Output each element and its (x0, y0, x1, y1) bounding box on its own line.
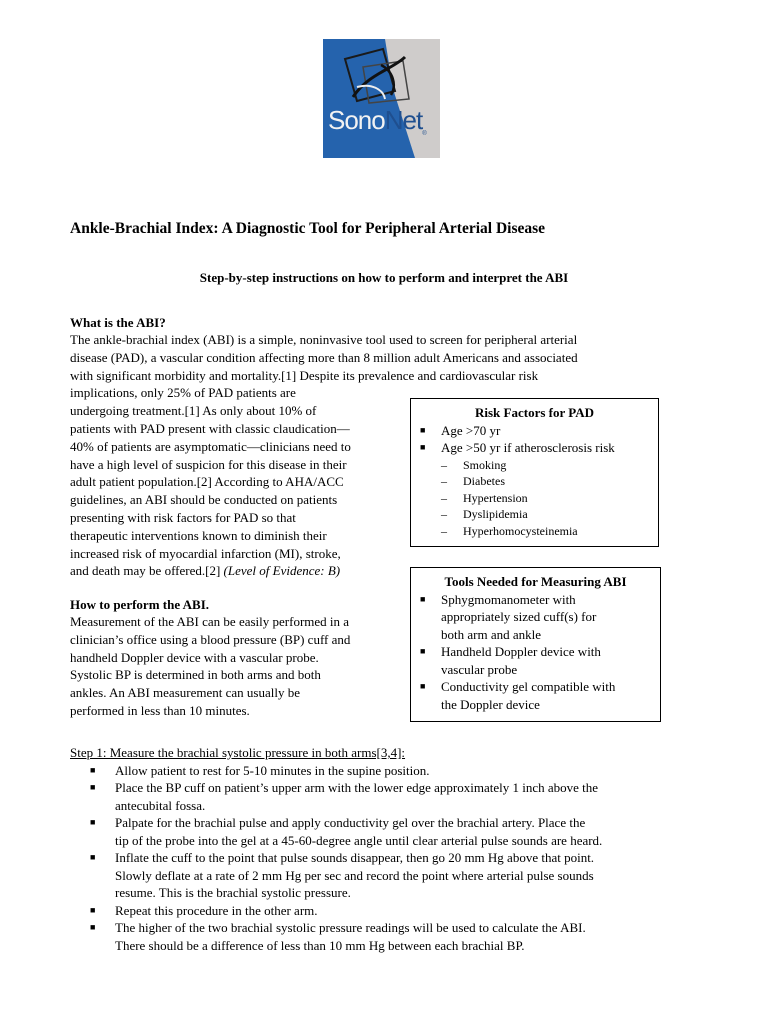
para-line: adult patient population.[2] According to AHA/ACC (70, 474, 344, 490)
tool-line: appropriately sized cuff(s) for (441, 609, 597, 624)
step-line: tip of the probe into the gel at a 45-60-degree angle until clear arterial pulse sounds are heard. (115, 832, 603, 848)
para-line: implications, only 25% of PAD patients are (70, 385, 296, 401)
tool-line: Sphygmomanometer with (441, 591, 576, 607)
bullet-icon: ■ (420, 442, 426, 452)
risk-subitem-text: Dyslipidemia (463, 507, 528, 521)
step-line: Allow patient to rest for 5-10 minutes in the supine position. (115, 762, 430, 778)
bullet-icon: ■ (90, 904, 96, 915)
risk-factors-title: Risk Factors for PAD (474, 405, 595, 420)
dash-icon: – (441, 523, 447, 538)
bullet-icon: ■ (420, 593, 426, 604)
bullet-icon: ■ (90, 922, 96, 932)
para-line: performed in less than 10 minutes. (70, 702, 250, 718)
list-item (411, 591, 660, 644)
tool-line: Conductivity gel compatible with (441, 679, 616, 694)
step-line: Slowly deflate at a rate of 2 mm Hg per sec and record the point where arterial pulse sounds (115, 867, 594, 883)
para-line: increased risk of myocardial infarction (MI), stroke, (70, 545, 341, 561)
step-1-section (70, 744, 710, 954)
para-line: Systolic BP is determined in both arms and both (70, 667, 321, 683)
dash-icon: – (441, 457, 447, 472)
bullet-icon: ■ (90, 782, 96, 792)
dash-icon: – (441, 490, 447, 505)
para-line: with significant morbidity and mortality.[1] Despite its prevalence and cardiovascular risk (70, 367, 539, 383)
list-item (411, 439, 658, 457)
bullet-icon: ■ (420, 646, 426, 656)
step-line: antecubital fossa. (115, 797, 206, 813)
how-to-heading: How to perform the ABI. (70, 597, 210, 612)
step-1-heading: Step 1: Measure the brachial systolic pressure in both arms[3,4]: (70, 745, 406, 760)
list-item (70, 814, 710, 849)
tool-line: Handheld Doppler device with (441, 644, 601, 659)
dash-icon: – (441, 474, 447, 488)
tools-needed-box (410, 567, 661, 722)
para-line: have a high level of suspicion for this disease in their (70, 456, 347, 472)
list-item (70, 849, 710, 902)
risk-subitem (411, 506, 658, 523)
logo-text-net: Net (384, 105, 423, 135)
risk-subitem (411, 473, 658, 490)
para-line: disease (PAD), a vascular condition affecting more than 8 million adult Americans and associated (70, 349, 578, 365)
logo-text-sono: Sono (328, 105, 385, 135)
dash-icon: – (441, 507, 447, 521)
step-line: There should be a difference of less than 10 mm Hg between each brachial BP. (115, 937, 525, 953)
para-line: 40% of patients are asymptomatic—clinicians need to (70, 438, 351, 454)
logo-graphic-icon (323, 39, 440, 158)
para-line: presenting with risk factors for PAD so that (70, 509, 296, 525)
risk-subitem-text: Diabetes (463, 474, 505, 488)
para-line: ankles. An ABI measurement can usually be (70, 685, 300, 701)
step-line: The higher of the two brachial systolic pressure readings will be used to calculate the ABI. (115, 920, 586, 935)
para-line: clinician’s office using a blood pressure (BP) cuff and (70, 631, 351, 647)
step-line: Inflate the cuff to the point that pulse sounds disappear, then go 20 mm Hg above that point. (115, 850, 595, 865)
para-line: therapeutic interventions known to diminish their (70, 527, 327, 543)
list-item (411, 643, 660, 678)
bullet-icon: ■ (420, 681, 426, 691)
list-item (70, 919, 710, 954)
list-item (70, 779, 710, 814)
tools-needed-title: Tools Needed for Measuring ABI (444, 574, 627, 589)
risk-subitem-text: Hyperhomocysteinemia (463, 523, 578, 538)
sononet-logo (323, 39, 440, 158)
para-line: guidelines, an ABI should be conducted on patients (70, 492, 338, 508)
para-line: The ankle-brachial index (ABI) is a simple, noninvasive tool used to screen for peripheral arterial (70, 332, 578, 347)
risk-subitem-text: Smoking (463, 457, 507, 472)
bullet-icon: ■ (90, 764, 96, 775)
list-item (411, 422, 658, 440)
risk-subitem (411, 457, 658, 474)
para-line: patients with PAD present with classic claudication— (70, 420, 350, 436)
step-line: resume. This is the brachial systolic pressure. (115, 885, 351, 900)
document-subtitle: Step-by-step instructions on how to perform and interpret the ABI (199, 270, 569, 285)
bullet-icon: ■ (90, 817, 96, 827)
document-title: Ankle-Brachial Index: A Diagnostic Tool for Peripheral Arterial Disease (70, 220, 546, 237)
how-to-paragraph (70, 613, 400, 720)
step-line: Palpate for the brachial pulse and apply conductivity gel over the brachial artery. Place the (115, 815, 586, 830)
para-line: Measurement of the ABI can be easily performed in a (70, 614, 350, 629)
list-item (70, 902, 710, 920)
list-item (70, 762, 710, 780)
risk-subitem-text: Hypertension (463, 490, 528, 505)
para-line: handheld Doppler device with a vascular probe. (70, 649, 319, 665)
tool-line: the Doppler device (441, 696, 540, 712)
para-line: undergoing treatment.[1] As only about 10% of (70, 403, 317, 419)
risk-factors-box (410, 398, 659, 547)
bullet-icon: ■ (90, 852, 96, 862)
tool-line: vascular probe (441, 661, 518, 677)
step-line: Place the BP cuff on patient’s upper arm with the lower edge approximately 1 inch above the (115, 780, 599, 795)
list-item (411, 678, 660, 713)
para-text: and death may be offered.[2] (70, 563, 224, 579)
bullet-icon: ■ (420, 424, 426, 435)
risk-subitem (411, 490, 658, 507)
what-is-abi-heading: What is the ABI? (70, 315, 166, 330)
risk-subitem (411, 523, 658, 540)
level-of-evidence: (Level of Evidence: B) (223, 563, 341, 579)
risk-item-text: Age >50 yr if atherosclerosis risk (441, 440, 615, 455)
tool-line: both arm and ankle (441, 626, 541, 642)
risk-item-text: Age >70 yr (441, 422, 501, 438)
logo-reg-mark: ® (422, 131, 426, 138)
step-line: Repeat this procedure in the other arm. (115, 902, 318, 918)
